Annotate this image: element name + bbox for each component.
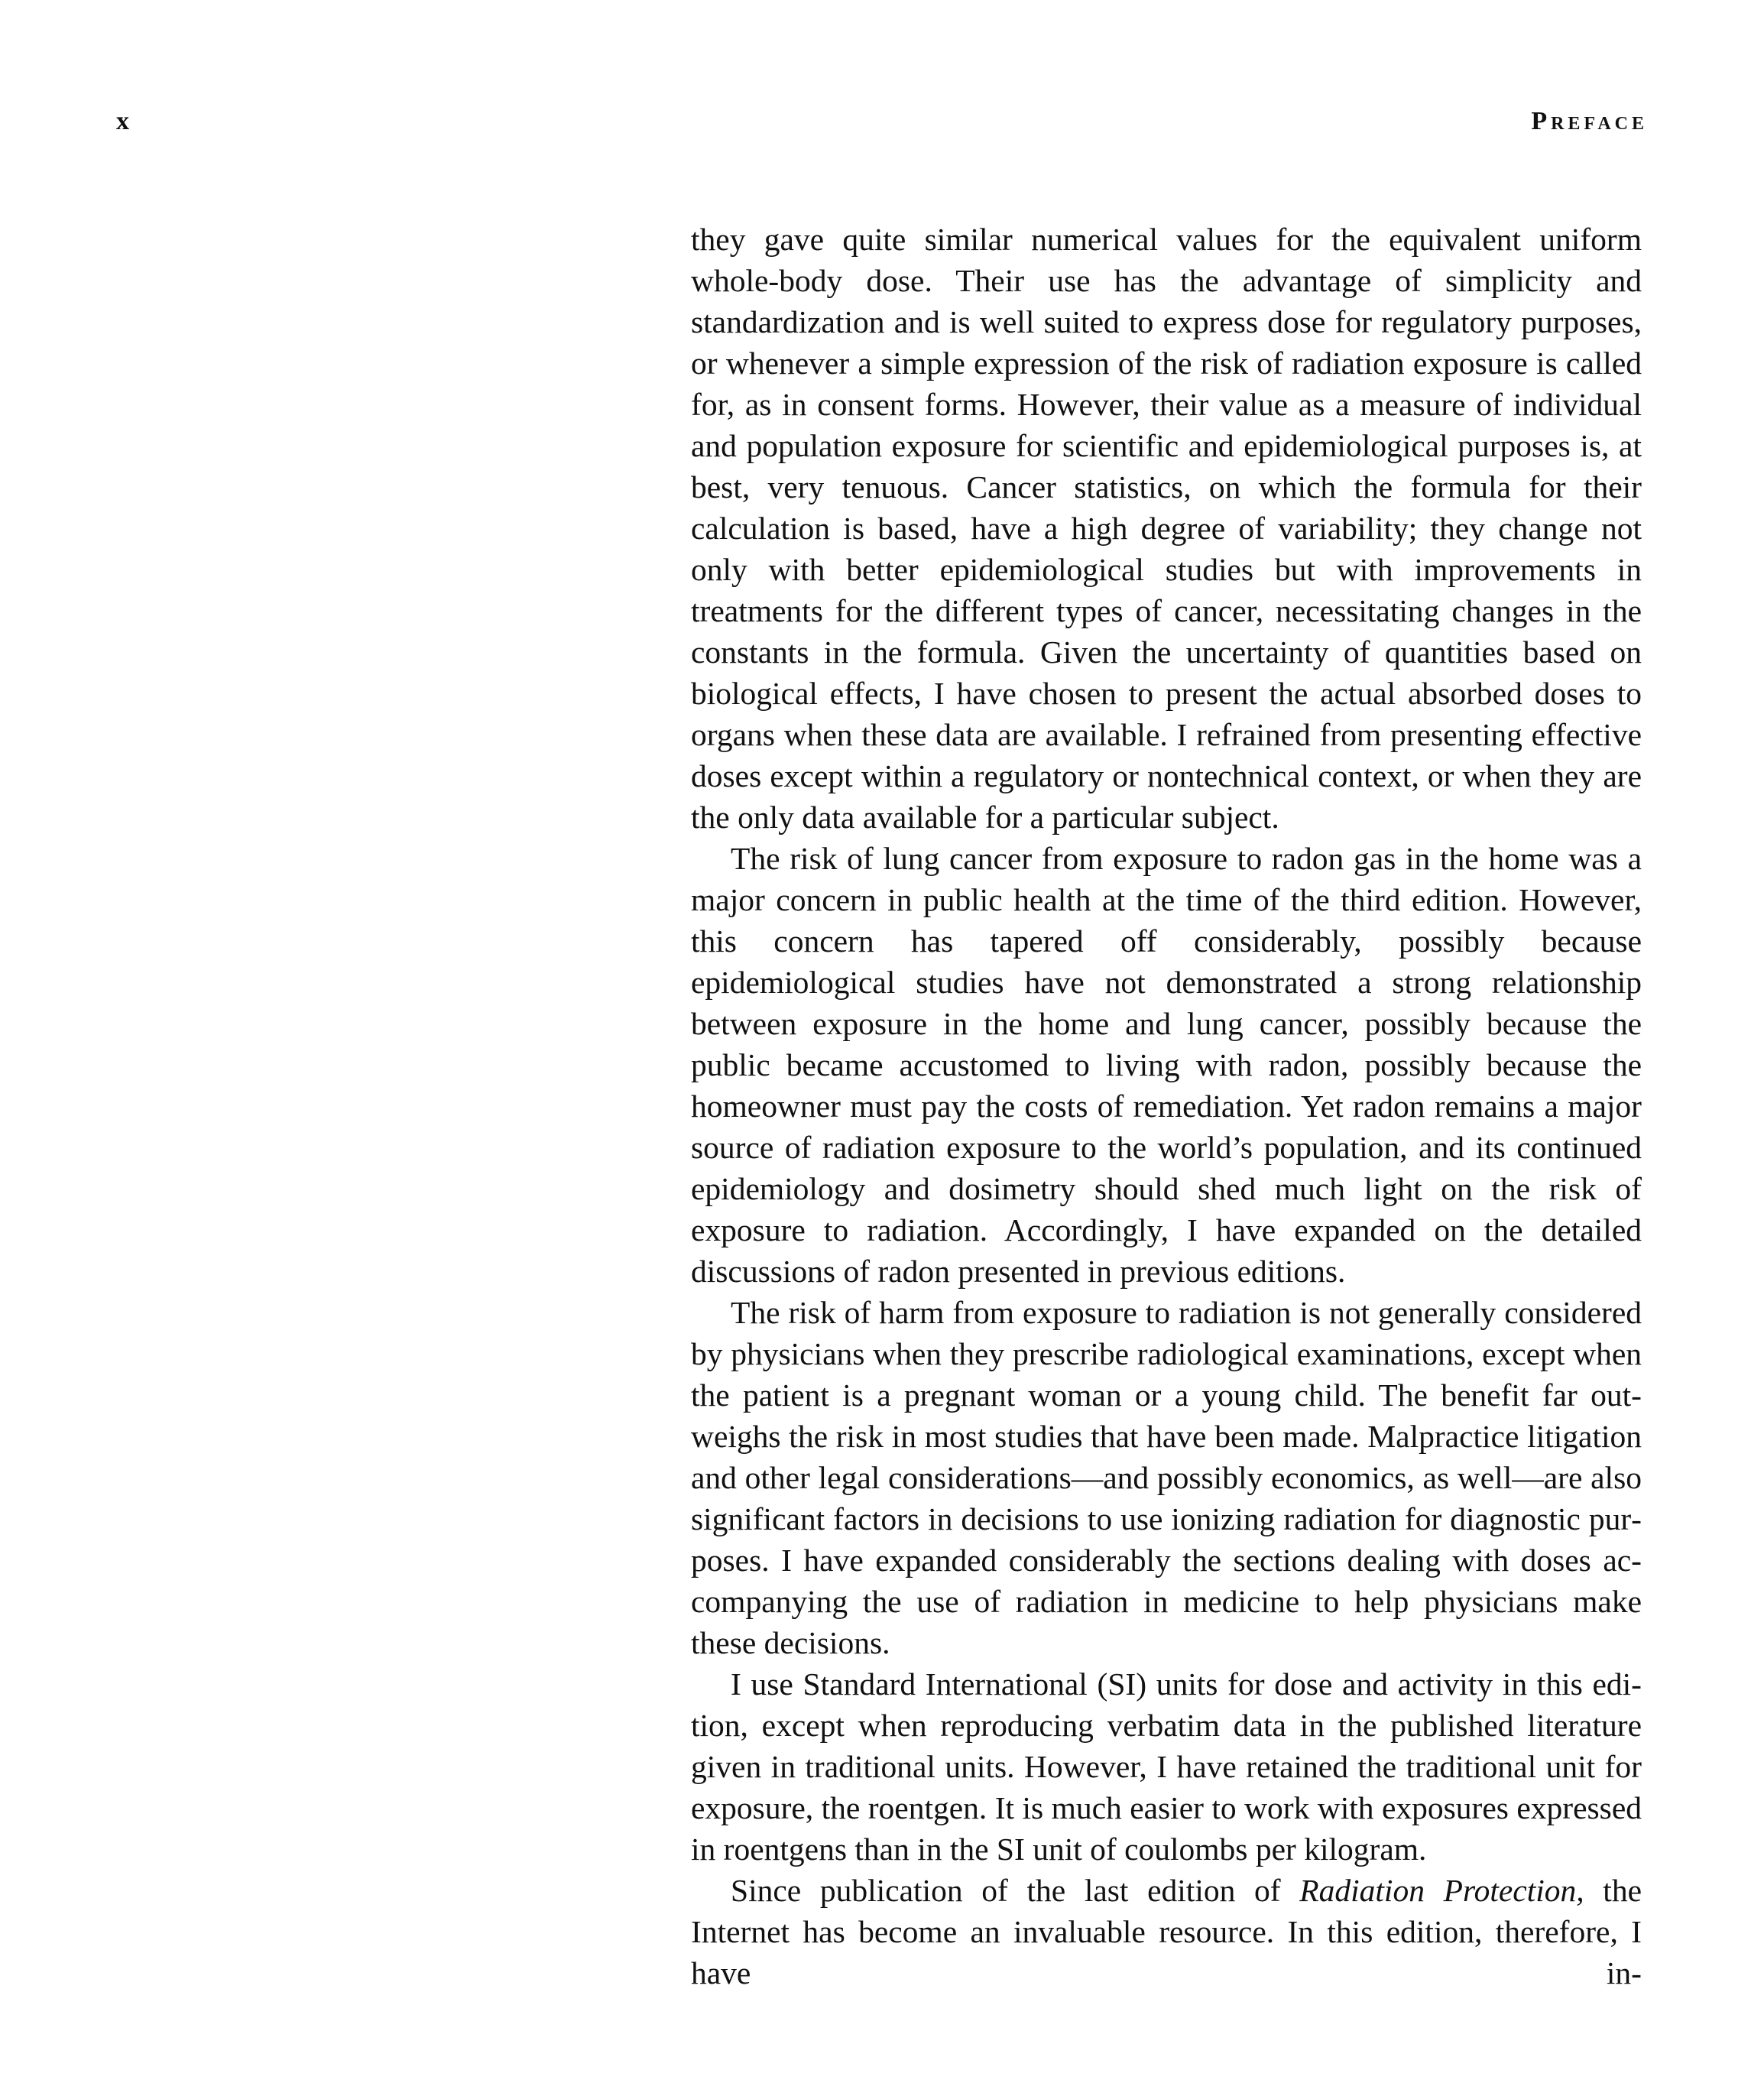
text-column xyxy=(691,219,1642,1994)
paragraph-tail-text: the Internet has become an invaluable resource. In this edition, therefore, I have in- xyxy=(691,1873,1642,1991)
paragraph-effective-dose: they gave quite similar numerical values for the equivalent uniform whole-body dose. Their use has the advantage of simplicity and standardization and is well suited to express dose for regulatory purposes, or whenever a simple expression of the risk of radiation exposure is called for, as in consent forms. However, their value as a measure of individual and population exposure for scientific and epidemiological purposes is, at best, very tenuous. Cancer statistics, on which the formula for their calculation is based, have a high degree of variability; they change not only with better epidemiological studies but with improvements in treatments for the different types of cancer, necessitating changes in the constants in the formula. Given the uncertainty of quantities based on biological effects, I have chosen to present the actual absorbed doses to organs when these data are available. I refrained from presenting effective doses except within a regulatory or nontechnical context, or when they are the only data available for a particular subject. xyxy=(691,222,1642,835)
paragraph-lead-text: Since publication of the last edition of xyxy=(731,1873,1300,1908)
paragraph-internet xyxy=(691,1870,1642,1994)
book-title-reference: Radiation Protection, xyxy=(1299,1873,1584,1908)
paragraph-medical-radiation: The risk of harm from exposure to radiation is not generally considered by physicians when they prescribe radiological examinations, except when the patient is a pregnant woman or a young child. The benefit far outweighs the risk in most studies that have been made. Malpractice litigation and other legal considerations—and possibly economics, as well—are also significant factors in decisions to use ionizing radiation for diagnostic purposes. I have expanded considerably the sections dealing with doses accompanying the use of radiation in medicine to help physicians make these decisions. xyxy=(691,1295,1642,1660)
page-number: x xyxy=(116,107,131,135)
running-head xyxy=(0,107,1764,153)
section-title: Preface xyxy=(1531,107,1648,135)
paragraph-si-units: I use Standard International (SI) units for dose and activity in this edition, except when reproducing verbatim data in the published literature given in traditional units. However, I have retained the traditional unit for exposure, the roentgen. It is much easier to work with exposures expressed in roentgens than in the SI unit of coulombs per kilogram. xyxy=(691,1666,1642,1867)
paragraph-radon: The risk of lung cancer from exposure to radon gas in the home was a major concern in public health at the time of the third edition. However, this concern has tapered off considerably, possibly because epidemiological studies have not demonstrated a strong relationship between exposure in the home and lung cancer, possibly because the public became accustomed to living with radon, possibly because the homeowner must pay the costs of remediation. Yet radon remains a major source of radiation exposure to the world’s population, and its continued epidemiology and dosimetry should shed much light on the risk of exposure to radiation. Accordingly, I have expanded on the detailed discussions of radon presented in previous editions. xyxy=(691,841,1642,1289)
